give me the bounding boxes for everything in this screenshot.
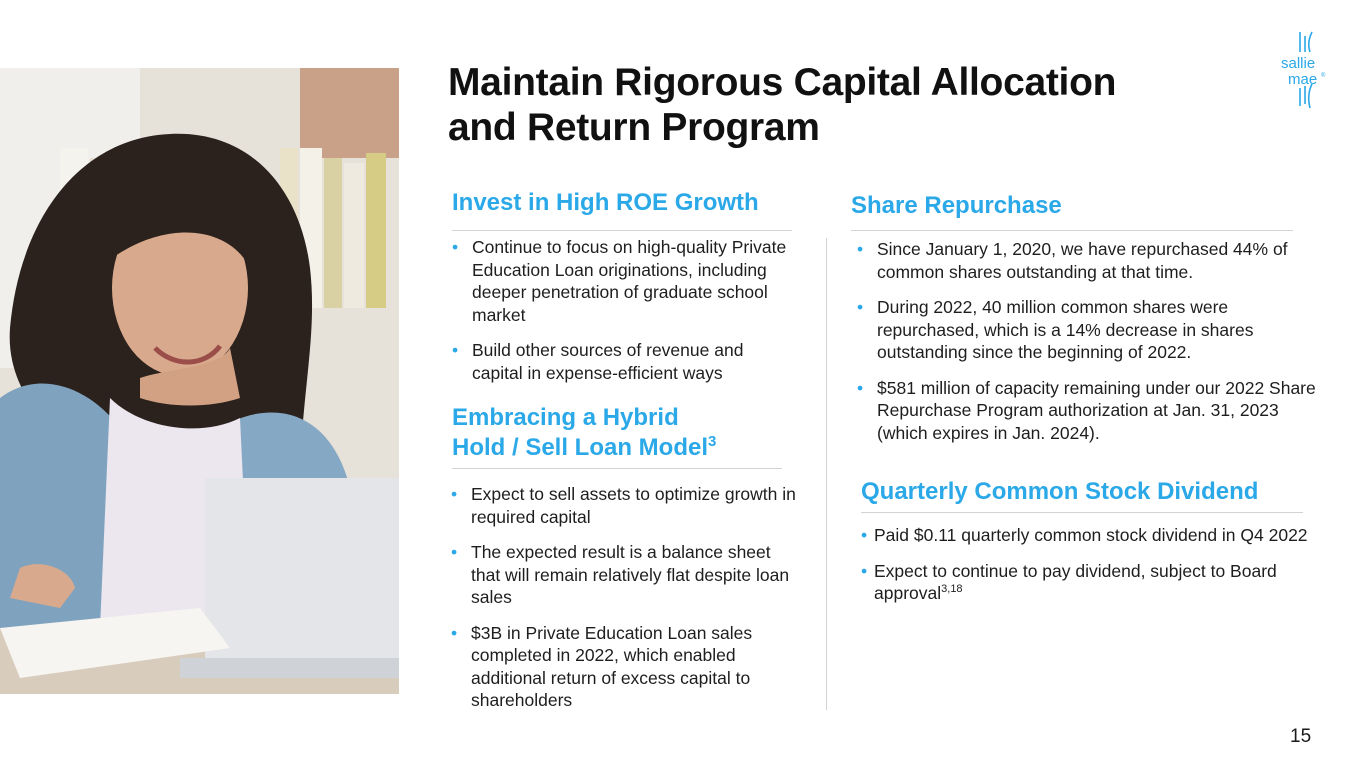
dividend-footnote: 3,18 bbox=[941, 583, 963, 596]
hybrid-heading bbox=[452, 403, 716, 463]
page-number: 15 bbox=[1290, 726, 1312, 747]
logo-mark: ® bbox=[1321, 73, 1326, 79]
hybrid-rule bbox=[452, 468, 782, 469]
dividend-heading: Quarterly Common Stock Dividend bbox=[861, 478, 1259, 505]
repurchase-heading: Share Repurchase bbox=[851, 192, 1062, 219]
invest-heading: Invest in High ROE Growth bbox=[452, 189, 759, 216]
hybrid-list bbox=[451, 483, 796, 725]
list-item bbox=[861, 560, 1316, 605]
hybrid-heading-line-1: Embracing a Hybrid bbox=[452, 404, 679, 431]
logo-line-2: mae bbox=[1288, 71, 1318, 88]
list-item: • $3B in Private Education Loan sales completed in 2022, which enabled additional return of excess capital to shareholders bbox=[451, 622, 796, 712]
title-line-2: and Return Program bbox=[448, 106, 820, 149]
list-item: • Since January 1, 2020, we have repurchased 44% of common shares outstanding at that time. bbox=[857, 238, 1317, 283]
list-item: • Expect to sell assets to optimize growth in required capital bbox=[451, 483, 796, 528]
invest-rule bbox=[452, 230, 792, 231]
list-item: • Continue to focus on high-quality Private Education Loan originations, including deeper penetration of graduate school market bbox=[452, 236, 797, 326]
column-divider bbox=[826, 238, 827, 710]
list-item: • The expected result is a balance sheet that will remain relatively flat despite loan sales bbox=[451, 541, 796, 609]
hybrid-heading-line-2: Hold / Sell Loan Model bbox=[452, 434, 709, 461]
repurchase-list bbox=[857, 238, 1317, 457]
list-item: • $581 million of capacity remaining under our 2022 Share Repurchase Program authorization at Jan. 31, 2023 (which expires in Jan. 2024). bbox=[857, 377, 1317, 445]
invest-list bbox=[452, 236, 797, 397]
dividend-rule bbox=[861, 512, 1303, 513]
student-photo bbox=[0, 68, 399, 694]
page-title bbox=[448, 60, 1208, 150]
sallie-mae-logo bbox=[1278, 30, 1338, 110]
dividend-bullet-2-text: Expect to continue to pay dividend, subject to Board approval bbox=[874, 560, 1277, 603]
sallie-mae-logo-icon bbox=[1278, 30, 1338, 110]
dividend-list bbox=[861, 524, 1316, 618]
title-line-1: Maintain Rigorous Capital Allocation bbox=[448, 61, 1117, 104]
list-item: • Build other sources of revenue and capital in expense-efficient ways bbox=[452, 339, 797, 384]
list-item: • During 2022, 40 million common shares were repurchased, which is a 14% decrease in shares outstanding since the beginning of 2022. bbox=[857, 296, 1317, 364]
hybrid-heading-footnote: 3 bbox=[708, 433, 717, 450]
list-item: • Paid $0.11 quarterly common stock dividend in Q4 2022 bbox=[861, 524, 1316, 547]
student-with-laptop-photo-icon bbox=[0, 68, 399, 694]
repurchase-rule bbox=[851, 230, 1293, 231]
logo-line-1: sallie bbox=[1281, 55, 1316, 72]
